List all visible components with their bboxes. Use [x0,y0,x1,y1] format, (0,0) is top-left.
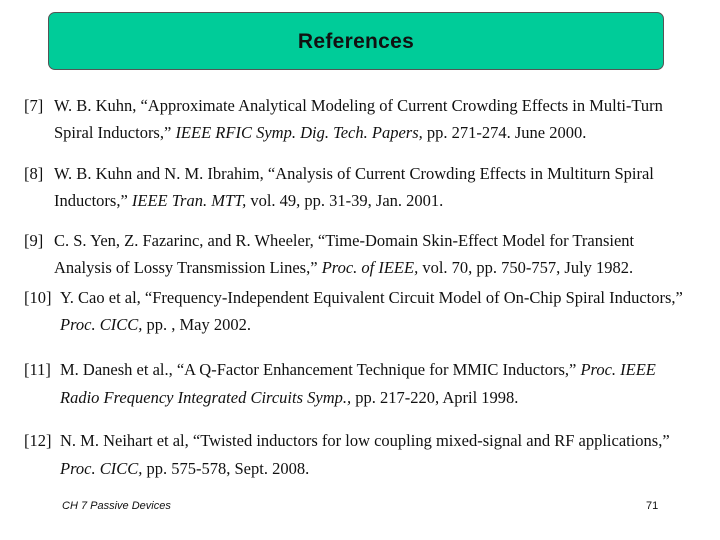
reference-line-1: C. S. Yen, Z. Fazarinc, and R. Wheeler, “Time-Domain Skin-Effect Model for Transient [54,231,635,250]
reference-source: Proc. CICC, [60,315,143,334]
reference-number: [11] [24,360,51,379]
reference-source: Radio Frequency Integrated Circuits Symp., [60,388,352,407]
reference-line-2: Analysis of Lossy Transmission Lines,” Proc. of IEEE, vol. 70, pp. 750-757, July 1982. [54,258,634,277]
reference-source: IEEE Tran. MTT, [131,191,247,210]
reference-source: Proc. of IEEE, [321,258,419,277]
reference-number: [8] [24,164,44,183]
reference-line-1: N. M. Neihart et al, “Twisted inductors for low coupling mixed-signal and RF applications,” [60,431,670,450]
reference-line-2: Spiral Inductors,” IEEE RFIC Symp. Dig. Tech. Papers, pp. 271-274. June 2000. [54,123,587,142]
reference-number: [12] [24,431,52,450]
footer-chapter-label: CH 7 Passive Devices [62,500,171,512]
reference-source: Proc. CICC, [60,459,143,478]
slide-title: References [297,30,415,53]
reference-line-2: Radio Frequency Integrated Circuits Symp., pp. 217-220, April 1998. [60,388,519,407]
reference-number: [10] [24,288,52,307]
reference-line-1: M. Danesh et al., “A Q-Factor Enhancement Technique for MMIC Inductors,” Proc. IEEE [60,360,656,379]
footer-page-number: 71 [646,500,659,512]
reference-line-1: W. B. Kuhn, “Approximate Analytical Modeling of Current Crowding Effects in Multi-Turn [54,96,663,115]
reference-line-2: Proc. CICC, pp. 575-578, Sept. 2008. [60,459,310,478]
reference-number: [7] [24,96,44,115]
reference-line-2: Proc. CICC, pp. , May 2002. [60,315,251,334]
reference-line-2: Inductors,” IEEE Tran. MTT, vol. 49, pp. 31-39, Jan. 2001. [54,191,444,210]
reference-number: [9] [24,231,44,250]
reference-source: Proc. IEEE [580,360,656,379]
reference-source: IEEE RFIC Symp. Dig. Tech. Papers, [175,123,423,142]
reference-line-1: Y. Cao et al, “Frequency-Independent Equivalent Circuit Model of On-Chip Spiral Inductors,” [60,288,683,307]
reference-line-1: W. B. Kuhn and N. M. Ibrahim, “Analysis of Current Crowding Effects in Multiturn Spiral [54,164,654,183]
